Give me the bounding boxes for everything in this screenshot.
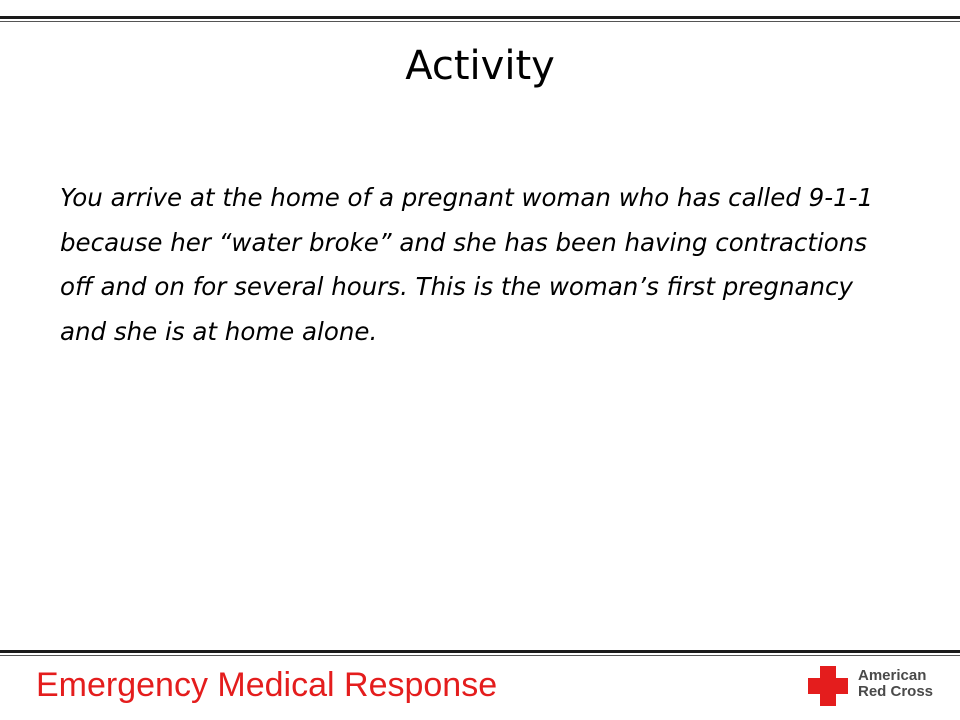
slide-title: Activity — [405, 43, 555, 89]
logo-wordmark-line2: Red Cross — [858, 683, 934, 700]
activity-scenario-text: You arrive at the home of a pregnant woman who has called 9-1-1 because her “water broke” and she has been having contractions off and on for several hours. This is the woman’s first pregnancy and she is at home alone. — [60, 183, 874, 346]
top-divider-thin — [0, 21, 960, 22]
logo-wordmark-line1: American — [858, 667, 927, 684]
top-divider — [0, 16, 960, 19]
bottom-divider-thin — [0, 655, 960, 656]
bottom-divider — [0, 650, 960, 653]
american-red-cross-logo — [806, 664, 938, 708]
course-name: Emergency Medical Response — [36, 666, 498, 704]
red-cross-icon — [806, 664, 850, 708]
logo-wordmark — [858, 668, 933, 700]
